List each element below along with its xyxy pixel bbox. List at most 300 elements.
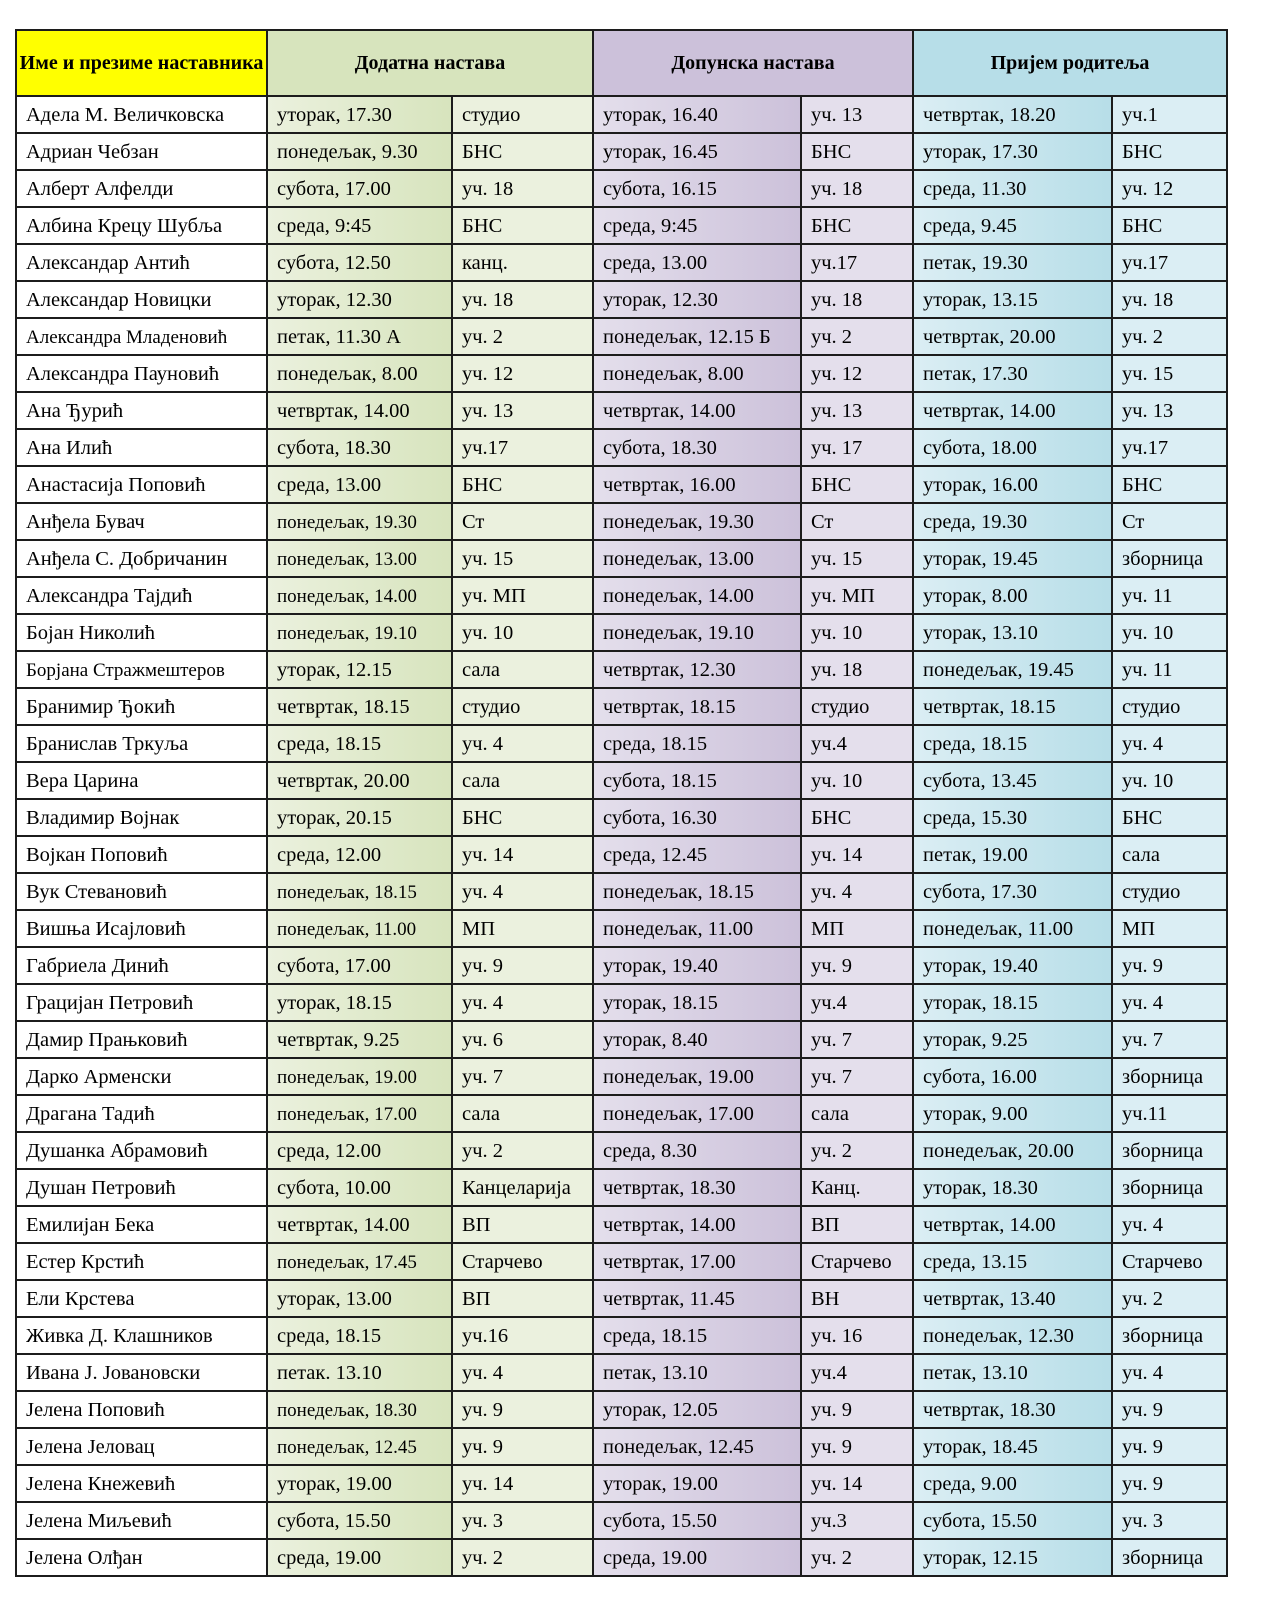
teacher-name-cell: Вишња Исајловић	[16, 910, 267, 947]
table-row	[16, 1502, 1227, 1539]
teacher-name-cell: Грацијан Петровић	[16, 984, 267, 1021]
supplementary-room-cell: БНС	[801, 133, 913, 170]
additional-room-cell: студио	[452, 96, 593, 133]
supplementary-room-cell: уч. 9	[801, 947, 913, 984]
additional-room-cell: БНС	[452, 466, 593, 503]
additional-time-cell: петак. 13.10	[267, 1354, 452, 1391]
additional-room-cell: уч. 4	[452, 1354, 593, 1391]
header-row	[16, 30, 1227, 96]
supplementary-time-cell: четвртак, 18.15	[593, 688, 801, 725]
supplementary-room-cell: уч. 9	[801, 1428, 913, 1465]
table-row	[16, 318, 1227, 355]
additional-time-cell: уторак, 12.30	[267, 281, 452, 318]
supplementary-time-cell: четвртак, 17.00	[593, 1243, 801, 1280]
table-row	[16, 947, 1227, 984]
additional-time-cell: уторак, 12.15	[267, 651, 452, 688]
additional-time-cell: понедељак, 19.00	[267, 1058, 452, 1095]
supplementary-time-cell: среда, 18.15	[593, 725, 801, 762]
additional-time-cell: среда, 9:45	[267, 207, 452, 244]
supplementary-room-cell: уч. 15	[801, 540, 913, 577]
supplementary-room-cell: БНС	[801, 207, 913, 244]
supplementary-time-cell: понедељак, 19.30	[593, 503, 801, 540]
teacher-name-cell: Албина Крецу Шубља	[16, 207, 267, 244]
table-row	[16, 1206, 1227, 1243]
additional-room-cell: уч. 13	[452, 392, 593, 429]
supplementary-room-cell: Ст	[801, 503, 913, 540]
additional-room-cell: уч.16	[452, 1317, 593, 1354]
table-row	[16, 392, 1227, 429]
parent-meeting-room-cell: уч. 12	[1112, 170, 1227, 207]
teacher-name-cell: Естер Крстић	[16, 1243, 267, 1280]
supplementary-room-cell: БНС	[801, 799, 913, 836]
additional-time-cell: понедељак, 14.00	[267, 577, 452, 614]
additional-time-cell: понедељак, 18.15	[267, 873, 452, 910]
additional-room-cell: БНС	[452, 133, 593, 170]
additional-room-cell: Старчево	[452, 1243, 593, 1280]
supplementary-room-cell: уч. 13	[801, 392, 913, 429]
additional-room-cell: ВП	[452, 1206, 593, 1243]
parent-meeting-room-cell: БНС	[1112, 133, 1227, 170]
supplementary-room-cell: уч. 7	[801, 1021, 913, 1058]
teacher-name-cell: Адриан Чебзан	[16, 133, 267, 170]
parent-meeting-time-cell: четвртак, 18.15	[913, 688, 1112, 725]
supplementary-time-cell: субота, 18.30	[593, 429, 801, 466]
supplementary-time-cell: четвртак, 14.00	[593, 1206, 801, 1243]
header-supplementary-classes: Допунска настава	[593, 30, 913, 96]
supplementary-room-cell: уч. 16	[801, 1317, 913, 1354]
supplementary-room-cell: уч. 7	[801, 1058, 913, 1095]
supplementary-time-cell: уторак, 16.45	[593, 133, 801, 170]
additional-time-cell: субота, 17.00	[267, 170, 452, 207]
additional-time-cell: среда, 18.15	[267, 725, 452, 762]
teacher-name-cell: Бојан Николић	[16, 614, 267, 651]
teacher-name-cell: Алберт Алфелди	[16, 170, 267, 207]
parent-meeting-room-cell: студио	[1112, 873, 1227, 910]
supplementary-time-cell: уторак, 8.40	[593, 1021, 801, 1058]
parent-meeting-room-cell: зборница	[1112, 1169, 1227, 1206]
parent-meeting-room-cell: МП	[1112, 910, 1227, 947]
parent-meeting-room-cell: Ст	[1112, 503, 1227, 540]
additional-room-cell: БНС	[452, 799, 593, 836]
supplementary-time-cell: среда, 18.15	[593, 1317, 801, 1354]
additional-room-cell: сала	[452, 1095, 593, 1132]
parent-meeting-time-cell: среда, 13.15	[913, 1243, 1112, 1280]
parent-meeting-time-cell: уторак, 8.00	[913, 577, 1112, 614]
parent-meeting-time-cell: петак, 19.30	[913, 244, 1112, 281]
additional-time-cell: понедељак, 19.30	[267, 503, 452, 540]
parent-meeting-time-cell: четвртак, 14.00	[913, 392, 1112, 429]
additional-room-cell: уч. 2	[452, 318, 593, 355]
table-row	[16, 577, 1227, 614]
supplementary-room-cell: уч.4	[801, 725, 913, 762]
consultation-schedule-table	[15, 29, 1228, 1577]
additional-room-cell: уч. 9	[452, 1391, 593, 1428]
additional-room-cell: уч. 18	[452, 170, 593, 207]
supplementary-time-cell: среда, 13.00	[593, 244, 801, 281]
teacher-name-cell: Анастасија Поповић	[16, 466, 267, 503]
table-row	[16, 1132, 1227, 1169]
parent-meeting-room-cell: зборница	[1112, 540, 1227, 577]
supplementary-time-cell: субота, 16.15	[593, 170, 801, 207]
parent-meeting-time-cell: уторак, 18.30	[913, 1169, 1112, 1206]
table-row	[16, 503, 1227, 540]
parent-meeting-room-cell: уч. 10	[1112, 614, 1227, 651]
additional-room-cell: уч. 18	[452, 281, 593, 318]
parent-meeting-time-cell: четвртак, 18.30	[913, 1391, 1112, 1428]
additional-time-cell: четвртак, 14.00	[267, 392, 452, 429]
supplementary-room-cell: уч. 17	[801, 429, 913, 466]
parent-meeting-room-cell: уч. 9	[1112, 1465, 1227, 1502]
teacher-name-cell: Адела М. Величковска	[16, 96, 267, 133]
supplementary-room-cell: уч. 18	[801, 281, 913, 318]
supplementary-room-cell: уч. 13	[801, 96, 913, 133]
supplementary-room-cell: студио	[801, 688, 913, 725]
supplementary-time-cell: среда, 19.00	[593, 1539, 801, 1576]
supplementary-time-cell: понедељак, 12.15 Б	[593, 318, 801, 355]
supplementary-room-cell: уч. 12	[801, 355, 913, 392]
table-row	[16, 1428, 1227, 1465]
header-parent-meetings: Пријем родитеља	[913, 30, 1227, 96]
parent-meeting-time-cell: среда, 9.45	[913, 207, 1112, 244]
table-row	[16, 133, 1227, 170]
teacher-name-cell: Анђела С. Добричанин	[16, 540, 267, 577]
table-row	[16, 873, 1227, 910]
additional-room-cell: уч. МП	[452, 577, 593, 614]
table-row	[16, 170, 1227, 207]
additional-time-cell: среда, 18.15	[267, 1317, 452, 1354]
parent-meeting-time-cell: четвртак, 18.20	[913, 96, 1112, 133]
teacher-name-cell: Живка Д. Клашников	[16, 1317, 267, 1354]
parent-meeting-room-cell: уч. 11	[1112, 577, 1227, 614]
table-row	[16, 799, 1227, 836]
additional-room-cell: уч. 4	[452, 873, 593, 910]
supplementary-time-cell: среда, 8.30	[593, 1132, 801, 1169]
additional-room-cell: сала	[452, 651, 593, 688]
additional-room-cell: уч. 15	[452, 540, 593, 577]
table-row	[16, 429, 1227, 466]
supplementary-room-cell: уч. 4	[801, 873, 913, 910]
parent-meeting-room-cell: уч.1	[1112, 96, 1227, 133]
additional-time-cell: субота, 12.50	[267, 244, 452, 281]
parent-meeting-room-cell: уч. 2	[1112, 318, 1227, 355]
supplementary-room-cell: уч. 14	[801, 1465, 913, 1502]
parent-meeting-room-cell: БНС	[1112, 207, 1227, 244]
parent-meeting-time-cell: уторак, 13.15	[913, 281, 1112, 318]
parent-meeting-room-cell: зборница	[1112, 1132, 1227, 1169]
additional-room-cell: уч. 2	[452, 1539, 593, 1576]
supplementary-room-cell: ВП	[801, 1206, 913, 1243]
supplementary-room-cell: уч. МП	[801, 577, 913, 614]
teacher-name-cell: Александар Новицки	[16, 281, 267, 318]
table-row	[16, 1169, 1227, 1206]
additional-time-cell: субота, 18.30	[267, 429, 452, 466]
supplementary-room-cell: БНС	[801, 466, 913, 503]
supplementary-time-cell: уторак, 18.15	[593, 984, 801, 1021]
supplementary-room-cell: уч. 18	[801, 651, 913, 688]
parent-meeting-room-cell: уч. 4	[1112, 1354, 1227, 1391]
parent-meeting-room-cell: зборница	[1112, 1058, 1227, 1095]
parent-meeting-room-cell: уч. 9	[1112, 947, 1227, 984]
parent-meeting-time-cell: среда, 15.30	[913, 799, 1112, 836]
teacher-name-cell: Александра Тајдић	[16, 577, 267, 614]
supplementary-time-cell: уторак, 19.00	[593, 1465, 801, 1502]
teacher-name-cell: Јелена Миљевић	[16, 1502, 267, 1539]
teacher-name-cell: Јелена Олђан	[16, 1539, 267, 1576]
additional-time-cell: уторак, 13.00	[267, 1280, 452, 1317]
additional-time-cell: понедељак, 9.30	[267, 133, 452, 170]
additional-room-cell: уч. 6	[452, 1021, 593, 1058]
additional-time-cell: понедељак, 17.45	[267, 1243, 452, 1280]
teacher-name-cell: Ели Крстева	[16, 1280, 267, 1317]
table-row	[16, 910, 1227, 947]
parent-meeting-time-cell: среда, 19.30	[913, 503, 1112, 540]
parent-meeting-time-cell: понедељак, 12.30	[913, 1317, 1112, 1354]
parent-meeting-time-cell: уторак, 19.45	[913, 540, 1112, 577]
table-row	[16, 1354, 1227, 1391]
parent-meeting-time-cell: уторак, 16.00	[913, 466, 1112, 503]
additional-room-cell: сала	[452, 762, 593, 799]
additional-room-cell: Ст	[452, 503, 593, 540]
supplementary-room-cell: уч.4	[801, 984, 913, 1021]
parent-meeting-room-cell: уч. 10	[1112, 762, 1227, 799]
table-row	[16, 1058, 1227, 1095]
table-row	[16, 984, 1227, 1021]
additional-time-cell: субота, 15.50	[267, 1502, 452, 1539]
supplementary-time-cell: четвртак, 11.45	[593, 1280, 801, 1317]
supplementary-time-cell: четвртак, 18.30	[593, 1169, 801, 1206]
supplementary-time-cell: понедељак, 8.00	[593, 355, 801, 392]
table-row	[16, 1280, 1227, 1317]
additional-room-cell: Канцеларија	[452, 1169, 593, 1206]
parent-meeting-time-cell: уторак, 9.25	[913, 1021, 1112, 1058]
teacher-name-cell: Драгана Тадић	[16, 1095, 267, 1132]
parent-meeting-time-cell: среда, 9.00	[913, 1465, 1112, 1502]
table-row	[16, 1465, 1227, 1502]
supplementary-time-cell: четвртак, 12.30	[593, 651, 801, 688]
additional-room-cell: МП	[452, 910, 593, 947]
supplementary-room-cell: сала	[801, 1095, 913, 1132]
parent-meeting-room-cell: зборница	[1112, 1539, 1227, 1576]
teacher-name-cell: Дарко Арменски	[16, 1058, 267, 1095]
parent-meeting-time-cell: субота, 17.30	[913, 873, 1112, 910]
header-additional-classes: Додатна настава	[267, 30, 593, 96]
supplementary-time-cell: уторак, 12.30	[593, 281, 801, 318]
additional-time-cell: четвртак, 18.15	[267, 688, 452, 725]
teacher-name-cell: Емилијан Бека	[16, 1206, 267, 1243]
supplementary-time-cell: четвртак, 16.00	[593, 466, 801, 503]
table-row	[16, 762, 1227, 799]
teacher-name-cell: Вук Стевановић	[16, 873, 267, 910]
parent-meeting-room-cell: уч. 9	[1112, 1428, 1227, 1465]
supplementary-room-cell: уч. 18	[801, 170, 913, 207]
additional-time-cell: четвртак, 9.25	[267, 1021, 452, 1058]
parent-meeting-time-cell: петак, 19.00	[913, 836, 1112, 873]
parent-meeting-time-cell: субота, 15.50	[913, 1502, 1112, 1539]
parent-meeting-room-cell: уч. 4	[1112, 725, 1227, 762]
additional-room-cell: уч. 3	[452, 1502, 593, 1539]
supplementary-time-cell: понедељак, 19.00	[593, 1058, 801, 1095]
table-row	[16, 96, 1227, 133]
parent-meeting-room-cell: БНС	[1112, 466, 1227, 503]
parent-meeting-room-cell: уч. 13	[1112, 392, 1227, 429]
additional-time-cell: понедељак, 18.30	[267, 1391, 452, 1428]
parent-meeting-room-cell: Старчево	[1112, 1243, 1227, 1280]
parent-meeting-room-cell: уч. 4	[1112, 1206, 1227, 1243]
table-row	[16, 466, 1227, 503]
additional-time-cell: уторак, 19.00	[267, 1465, 452, 1502]
supplementary-time-cell: понедељак, 19.10	[593, 614, 801, 651]
parent-meeting-room-cell: БНС	[1112, 799, 1227, 836]
table-row	[16, 1021, 1227, 1058]
additional-time-cell: понедељак, 13.00	[267, 540, 452, 577]
teacher-name-cell: Војкан Поповић	[16, 836, 267, 873]
supplementary-time-cell: уторак, 16.40	[593, 96, 801, 133]
teacher-name-cell: Ана Илић	[16, 429, 267, 466]
supplementary-room-cell: ВН	[801, 1280, 913, 1317]
teacher-name-cell: Бранимир Ђокић	[16, 688, 267, 725]
table-row	[16, 1317, 1227, 1354]
teacher-name-cell: Јелена Кнежевић	[16, 1465, 267, 1502]
supplementary-room-cell: Старчево	[801, 1243, 913, 1280]
parent-meeting-room-cell: уч. 3	[1112, 1502, 1227, 1539]
parent-meeting-time-cell: петак, 17.30	[913, 355, 1112, 392]
teacher-name-cell: Душан Петровић	[16, 1169, 267, 1206]
supplementary-room-cell: уч. 9	[801, 1391, 913, 1428]
parent-meeting-time-cell: петак, 13.10	[913, 1354, 1112, 1391]
parent-meeting-time-cell: субота, 18.00	[913, 429, 1112, 466]
supplementary-time-cell: уторак, 19.40	[593, 947, 801, 984]
parent-meeting-time-cell: среда, 11.30	[913, 170, 1112, 207]
teacher-name-cell: Борјана Стражмештеров	[16, 651, 267, 688]
parent-meeting-time-cell: понедељак, 19.45	[913, 651, 1112, 688]
parent-meeting-room-cell: уч. 9	[1112, 1391, 1227, 1428]
header-teacher-name: Име и презиме наставника	[16, 30, 267, 96]
table-row	[16, 1243, 1227, 1280]
teacher-name-cell: Душанка Абрамовић	[16, 1132, 267, 1169]
parent-meeting-room-cell: уч. 2	[1112, 1280, 1227, 1317]
parent-meeting-room-cell: уч. 4	[1112, 984, 1227, 1021]
teacher-name-cell: Анђела Бувач	[16, 503, 267, 540]
parent-meeting-time-cell: уторак, 19.40	[913, 947, 1112, 984]
parent-meeting-room-cell: уч.17	[1112, 429, 1227, 466]
parent-meeting-room-cell: зборница	[1112, 1317, 1227, 1354]
additional-time-cell: субота, 17.00	[267, 947, 452, 984]
additional-room-cell: уч. 7	[452, 1058, 593, 1095]
supplementary-room-cell: уч.3	[801, 1502, 913, 1539]
table-row	[16, 540, 1227, 577]
teacher-name-cell: Јелена Јеловац	[16, 1428, 267, 1465]
additional-room-cell: уч. 2	[452, 1132, 593, 1169]
parent-meeting-room-cell: уч. 7	[1112, 1021, 1227, 1058]
additional-time-cell: уторак, 20.15	[267, 799, 452, 836]
additional-room-cell: уч. 14	[452, 836, 593, 873]
teacher-name-cell: Дамир Прањковић	[16, 1021, 267, 1058]
teacher-name-cell: Вера Царина	[16, 762, 267, 799]
parent-meeting-room-cell: уч. 15	[1112, 355, 1227, 392]
supplementary-room-cell: уч. 2	[801, 318, 913, 355]
parent-meeting-room-cell: сала	[1112, 836, 1227, 873]
parent-meeting-time-cell: уторак, 17.30	[913, 133, 1112, 170]
teacher-name-cell: Габриела Динић	[16, 947, 267, 984]
teacher-name-cell: Ивана Ј. Јовановски	[16, 1354, 267, 1391]
additional-time-cell: понедељак, 12.45	[267, 1428, 452, 1465]
parent-meeting-room-cell: уч. 18	[1112, 281, 1227, 318]
parent-meeting-time-cell: среда, 18.15	[913, 725, 1112, 762]
supplementary-room-cell: уч. 14	[801, 836, 913, 873]
supplementary-time-cell: субота, 16.30	[593, 799, 801, 836]
table-row	[16, 355, 1227, 392]
supplementary-room-cell: уч. 10	[801, 762, 913, 799]
table-row	[16, 614, 1227, 651]
additional-room-cell: ВП	[452, 1280, 593, 1317]
supplementary-time-cell: понедељак, 17.00	[593, 1095, 801, 1132]
parent-meeting-time-cell: уторак, 18.45	[913, 1428, 1112, 1465]
additional-time-cell: среда, 13.00	[267, 466, 452, 503]
supplementary-room-cell: уч.17	[801, 244, 913, 281]
teacher-name-cell: Владимир Војнак	[16, 799, 267, 836]
supplementary-time-cell: субота, 18.15	[593, 762, 801, 799]
supplementary-room-cell: Канц.	[801, 1169, 913, 1206]
supplementary-room-cell: МП	[801, 910, 913, 947]
additional-room-cell: уч. 4	[452, 725, 593, 762]
teacher-name-cell: Јелена Поповић	[16, 1391, 267, 1428]
parent-meeting-time-cell: уторак, 9.00	[913, 1095, 1112, 1132]
additional-time-cell: субота, 10.00	[267, 1169, 452, 1206]
parent-meeting-time-cell: четвртак, 20.00	[913, 318, 1112, 355]
additional-room-cell: канц.	[452, 244, 593, 281]
supplementary-time-cell: четвртак, 14.00	[593, 392, 801, 429]
additional-room-cell: БНС	[452, 207, 593, 244]
additional-room-cell: уч. 9	[452, 947, 593, 984]
supplementary-time-cell: понедељак, 13.00	[593, 540, 801, 577]
additional-time-cell: понедељак, 11.00	[267, 910, 452, 947]
teacher-name-cell: Александра Пауновић	[16, 355, 267, 392]
table-row	[16, 1095, 1227, 1132]
supplementary-time-cell: понедељак, 11.00	[593, 910, 801, 947]
table-row	[16, 281, 1227, 318]
table-row	[16, 207, 1227, 244]
table-row	[16, 651, 1227, 688]
additional-time-cell: уторак, 18.15	[267, 984, 452, 1021]
parent-meeting-time-cell: уторак, 18.15	[913, 984, 1112, 1021]
additional-time-cell: понедељак, 17.00	[267, 1095, 452, 1132]
table-row	[16, 1539, 1227, 1576]
parent-meeting-time-cell: четвртак, 13.40	[913, 1280, 1112, 1317]
additional-room-cell: студио	[452, 688, 593, 725]
additional-time-cell: четвртак, 20.00	[267, 762, 452, 799]
table-row	[16, 244, 1227, 281]
supplementary-room-cell: уч. 2	[801, 1132, 913, 1169]
parent-meeting-time-cell: уторак, 12.15	[913, 1539, 1112, 1576]
parent-meeting-time-cell: субота, 16.00	[913, 1058, 1112, 1095]
supplementary-room-cell: уч. 2	[801, 1539, 913, 1576]
parent-meeting-time-cell: понедељак, 20.00	[913, 1132, 1112, 1169]
additional-time-cell: понедељак, 8.00	[267, 355, 452, 392]
supplementary-time-cell: уторак, 12.05	[593, 1391, 801, 1428]
supplementary-room-cell: уч.4	[801, 1354, 913, 1391]
parent-meeting-time-cell: уторак, 13.10	[913, 614, 1112, 651]
supplementary-room-cell: уч. 10	[801, 614, 913, 651]
supplementary-time-cell: понедељак, 12.45	[593, 1428, 801, 1465]
teacher-name-cell: Ана Ђурић	[16, 392, 267, 429]
additional-room-cell: уч. 9	[452, 1428, 593, 1465]
supplementary-time-cell: среда, 9:45	[593, 207, 801, 244]
teacher-name-cell: Александар Антић	[16, 244, 267, 281]
supplementary-time-cell: петак, 13.10	[593, 1354, 801, 1391]
parent-meeting-room-cell: уч.11	[1112, 1095, 1227, 1132]
parent-meeting-time-cell: четвртак, 14.00	[913, 1206, 1112, 1243]
supplementary-time-cell: понедељак, 14.00	[593, 577, 801, 614]
